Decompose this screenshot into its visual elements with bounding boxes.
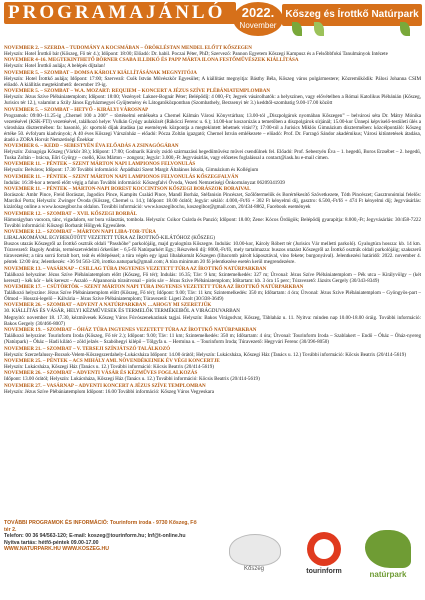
page-title: PROGRAMAJÁNLÓ	[4, 2, 236, 24]
event-item	[4, 70, 421, 88]
leaf-icon	[400, 22, 410, 36]
leaf-icon	[292, 22, 302, 36]
footer-contact	[4, 520, 204, 553]
event-details: Helyszín: Szerzefalussy-Bozsok-Velem-Kőszegszerdahely-Lukácsháza Időpont: 14.00 órától; Helyszín: Lukácsháza, Kőszegi Ház (Tanács u. 12.) További információ: Kőcsis Beatrix (20/414-5619)	[4, 351, 407, 358]
event-heading: NOVEMBER 11. – PÉNTEK – MÁRTON-NAPI BOREST KOCCINTSON KŐSZEGI BORÁSZOK BORAIVAL	[4, 186, 251, 193]
koszeg-logo	[219, 534, 289, 578]
event-details: Helyszín: Belváros; Időpont: 17.30 További információ: Árpádházi Szent Margit Általános Iskola, Gimnázium és Kollégium	[4, 167, 259, 174]
naturpark-logo	[357, 530, 419, 586]
event-item	[4, 383, 421, 395]
year-label: 2022.	[241, 5, 275, 20]
page-header	[0, 0, 425, 44]
event-details: Programok: 09:00–11.25-ig „Chernel 100 a 200” – történelmi emlékséta a Chernel Kálmán Városi Könyvtárban; 13.00-tól „Diszpolgárok nyomában Kőszegen” – belvárosi séta Dr. Mátry Mónika vezetésével (KSK-FTI) vezetésével, találkozó helye: Vulkán Gyógy aulaközét (Rákóczi Ferenc u. 6.); 14.00-kor koszorúzás a temetőben a díszpolgárok sírjánál; 15.00-kor Ünnepi képviselő-testületi ülés a városháza dísztermében: fa: hasonló, jó: sportoló díjak átadása (az események központja a megtekintett lehetnek vitás!?); 17:00-tól a Jurisics Miklós Gimnázium dísztermében: közcélpontáló: Kőszeg értéke 50. évfolyam kiadványok; A 40 éves Kőszegi Várszínház – előadó: Pócza Zoltán igazgató; Chernel István emlékezete – előadó: Prof. Dr. Farragó Sándor akadémikus; Városi kitüntetések átadása, átadó a ZORA Horvát Nemzetiségi Énekkar	[4, 112, 421, 143]
event-details: Borászok: Ambr Pince, Freid Borászat, Jagodics Pince, Kampits Család Pince, Mandl Borház, Stéfanisin Pincészet, Szőlőtermelők és Borértékesítő Szövetkezete, Tóth Pincészet; Gasztronómiai felelős: Marcikó Porta; Helyszín: Zwinger Óvoda (Kőszeg, Chernel u. 14.); Időpont: 18.00 órától; Jegyár: sétáló: 4.000,-Ft/fő + 302 Ft kényelmi díj, gasztro: 6.500,-Ft/fő + 474 Ft kényelmi díj; Jegyvásárlás: kizárólag online a www.koszegibor.hu oldalon. További információ: www.koszegibor.hu, koszegibor@gmail.com, 20/434-8862, Facebook események	[4, 192, 421, 211]
event-heading: NOVEMBER 2. – SZERDA – TUDOMÁNY A KOCSMÁBAN – ÖRÖKLÉSTAN MENDEL ELŐTT KŐSZEGEN	[4, 45, 252, 51]
event-item	[4, 284, 421, 302]
bird-icon	[365, 530, 411, 568]
event-item	[4, 302, 421, 314]
event-details: Helyszín: Jézus Szíve Plébániatemplom; Időpont: 18:00; Vezényel: Lakner-Bognár Péter; Belépődíj: 4 000,-Ft; Jegyek vásárolhatók: a helyszínen, vagy elővételben a Római Katolikus Plébánián (Kőszeg, Jurisics tér 12.), valamint a Szily János Egyházmegyei Gyűjtemény és Látogatóközpontban (Szombathely, Berzsenyi tér 3.) keddtől-szombatig 9.00-17.00 között	[4, 94, 421, 107]
leaf-icon	[314, 22, 324, 36]
event-heading: NOVEMBER 6. – KEDD – SEBESTYÉN ÉVA ELŐADÁS A ZSINAGÓGÁBAN	[4, 142, 179, 149]
event-heading: NOVEMBER 4–16. MEGTEKINTHETŐ BÖRNER CSABA ILLDIKÓ ÉS PAPP MÁRTA ILONA FESTŐMŰVÉSZEK KIÁLLÍTÁSA	[4, 57, 299, 64]
footer-line3: Nyitva tartás: hétfő-péntek 09.00-17.00	[4, 539, 99, 546]
event-item	[4, 186, 421, 210]
event-heading: NOVEMBER 26. – SZOMBAT – ADVENT A NATÚRPARKBAN …AHOGY MI SZERETJÜK	[4, 302, 212, 309]
event-details: Időpont: 13.00 órától; Helyszín: Lukácsháza, Kőszegi Ház (Tanács u. 12.) További információ: Kőcsis Beatrix (20/414-5619)	[4, 376, 260, 383]
brand-label: Kőszeg és Írottkő Natúrpark	[282, 4, 422, 26]
event-details: Helyszín: Hotel Írottkő bár (Kőszeg, Fő tér 4.); Időpont: 18:00; Előadó: Dr. habil. Poczai Péter, PhD; Szervező: Pannon Egyetem Kőszegi Kampusz és a Felsőbbfokú Tanulmányok Intézete	[4, 51, 388, 57]
tourinform-logo-label: tourinform	[306, 568, 342, 575]
event-heading: NOVEMBER 26. – SZOMBAT – ADVENTI VÁSÁR ÉS KÉZMŰVES FOGLALKOZÁS	[4, 370, 198, 377]
tourinform-logo	[297, 532, 351, 582]
page-footer	[0, 520, 425, 600]
footer-line4: WWW.NATURPARK.HU WWW.KOSZEG.HU	[4, 546, 109, 553]
event-heading: NOVEMBER 11. – PÉNTEK – SZENT MÁRTON NAPI LAMPIONOS FELVONULÁS KŐSZEGFALVÁN	[4, 173, 239, 180]
event-details: Helyszín: Lukácsháza, Kőszegi Ház (Tanács u. 12.) További információ: Kőcsis Beatrix (20/414-5619)	[4, 364, 214, 371]
event-heading: NOVEMBER 21. – SZOMBAT – V. TERSEJI SZÍNJÁTSZÓ TALÁLKOZÓ	[4, 345, 171, 352]
event-details: Buszos utazás Kőszegről az Írottkő osztrák oldali "Passhöhe" parkolójáig, majd gyalogtúra Kőszegre. Indulás: 10.00-kor, Károly Róbert tér (Jurisics Vár melletti parkoló). Gyalogtúra hossza: kb. 14 km. Túravezető: Bagoly András, természetvédelmi őrkerület – 6,5-fő Natúrparkért Egy.; Részvételi díj: 8000,-Ft/fő, mely tartalmazza: buszos utazást Kőszegről az Írottkő osztrák oldali parkolójáig; szakszerű túravezetést; a túra sorrá forralt bort, teát és előtépéssel; a túra végén egy igazi libalakomát Kőszegen (libacomb párolt káposztával, vino fekete; burgonyával). Jelentkezési határidő: 2022. november 4. péntek 12:00 óra; Jelentkezés: +36 94 563-120, irottko.naturpark@gmail.com; A túra minimum 20 fő jelentkezése esetén kerül megrendezésre.	[4, 241, 421, 266]
event-item	[4, 327, 421, 345]
event-details: Helyszín: Hotel Írottkő aulája; A belépés díjtalan!	[4, 63, 106, 70]
event-details: Helyszín: Zsinagóga Kőszeg (Várkör 38.); Időpont: 17:00; Godnarik Károly zsidó származású hegedűművész művei csendülnek fel. Előadó: Prof. Sebestyén Éva – 1. hegedű, Boros Erzsébet – 2. hegedű, Tuska Zoltán – brácsa, Eőri György – cselló, Kiss Márton – zongora; Jegyár: 3.000,-Ft Jegyvásárlás, vagy előzetes foglalással a contact@iask.hu e-mail címen.	[4, 148, 421, 161]
events-list	[4, 44, 421, 514]
naturpark-logo-label: natúrpark	[369, 570, 407, 579]
event-heading: NOVEMBER 19. – SZOMBAT – ÓHÁZ TÚRA INGYENES VEZETETT TÚRA AZ ÍROTTKŐ NATÚRPARKBAN	[4, 327, 257, 334]
event-item	[4, 266, 421, 284]
event-item	[4, 370, 421, 382]
event-heading: NOVEMBER 5. – SZOMBAT – W.A. MOZART: REQUIEM – KONCERT A JÉZUS SZÍVE PLÉBÁNIATEMPLOMBAN	[4, 88, 271, 95]
event-heading: NOVEMBER 27. – VASÁRNAP – ADVENTI KONCERT A JÉZUS SZÍVE TEMPLOMBAN	[4, 382, 206, 389]
event-item	[4, 346, 421, 358]
event-heading: NOVEMBER 5. – SZOMBAT – DOMSA KÁROLY KIÁLLÍTÁSÁNAK MEGNYITÓJA	[4, 69, 197, 76]
event-heading: NOVEMBER 5. – SZOMBAT – HETVŐ - KIRÁLYI VÁROSNAP	[4, 106, 149, 113]
event-details: Indulás: 16:30-kor a temető előtt végig a falun További információ: Kőszegfalvi Óvoda, Vezeti Nemzetiségi Önkormányzat 06209341939	[4, 179, 285, 186]
event-details: Találkozó helyszíne: Jézus Szíve Plébániatemplom előtt (Kőszeg, Fő tér); Időpont: 9.00; Táv: 11 km; Szintemelkedés: 350 m; Időtartam: 4 óra; Útvonal: Jézus Szíve Plébániatemplom – Gyöngyös-part – Ólmod – Hosszú-legelő – Kálvária – Jézus Szíve Plébániatemplom; Túravezető: Ligeti Zsolt (30/338-3649)	[4, 290, 421, 303]
event-heading: NOVEMBER 25. – PÉNTEK – ACS MIHÁLY AML NÖVENDÉKEINEK ÉV VÉGI KONCERTJE	[4, 358, 220, 365]
month-label: November	[239, 21, 277, 30]
event-item	[4, 229, 421, 241]
event-item	[4, 88, 421, 106]
event-item	[4, 143, 421, 161]
event-heading: NOVEMBER 13. – VASÁRNAP – CSILLAG TÚRA INGYENES VEZETETT TÚRA AZ ÍROTTKŐ NATÚRPARKBAN	[4, 265, 267, 272]
event-details: Helyszín: Hotel Írottkő aulája; Időpont: 17:00; Szervező: Csók István Művészkör Egyesület; A kiállítást megnyitja: Básthy Béla, Kőszeg város polgármestere; Közreműködik: Pálosi Johanna CSIM előadó. A kiállítás megtekinthető: december 19-ig.	[4, 75, 421, 88]
koszeg-logo-label: Kőszeg	[243, 566, 264, 572]
city-emblem-icon	[229, 534, 281, 566]
event-heading: NOVEMBER 12. – SZOMBAT – XVII. KŐSZEGI BORBÁL	[4, 210, 137, 217]
event-details: Helyszín: Jézus Szíve Plébániatemplom Időpont: 16.00 További információ: Kőszeg Város Vegyeskara	[4, 388, 214, 395]
event-item	[4, 211, 421, 229]
event-details: LIBALAKOMÁVAL EGYBEKÖTÖTT VEZETETT TÚRA AZ ÍROTTKŐ-KILÁTÓHOZ (KŐSZEG)	[4, 234, 215, 241]
event-item	[4, 57, 421, 69]
tourinform-icon	[307, 532, 341, 566]
event-item	[4, 241, 421, 265]
event-item	[4, 174, 421, 186]
event-heading: NOVEMBER 12. – SZOMBAT – MÁRTON NAPI LIBA-TOR-TÚRA	[4, 228, 156, 235]
event-heading: NOVEMBER 17. – CSÜTÖRTÖK – SZENT MÁRTON NAPI TÚRA INGYENES VEZETETT TÚRA AZ ÍROTTKŐ NATÚRPARKBAN	[4, 284, 304, 291]
event-heading: NOVEMBER 11. – PÉNTEK – SZENT MÁRTON NAPI LAMPIONOS FELVONULÁS	[4, 161, 196, 168]
event-item	[4, 358, 421, 370]
event-item	[4, 107, 421, 143]
event-item	[4, 45, 421, 57]
event-details: Hámorágyban vacsora, tánc, vigadalom, sor bora választás, tombola. Helyszín: Csikor Csárda és Panzió; Időpont: 18.00; Zene: Kócos Ördögök; Belépődíj gyarapítja: 8.000,-Ft; Jegyvásárlás: 30/458-7222 További információ: Kőszegi Borbarát Hölgyek Egyesülete.	[4, 216, 421, 229]
event-item	[4, 315, 421, 327]
event-details: Találkozó helyszíne: Jézus Szíve Plébániatemplom előtt (Kőszeg, Fő tér); Indulás: 16.35; Táv: 9 km; Szintemelkedés: 327 m; Útvonal: Jézus Szíve Plébániatemplom – Pék utca – Királyvölgy – (két kereszt) – kék kör – kék kereszt – Aszaló – Alpannonia túraútvonal – pirós sáv – Jézus Szíve Plébániatemplom; Időtartam: kb. 3 óra 15 perc; Túravezető: Jázsits Gergely (30/343-8349)	[4, 271, 421, 284]
event-details: 30. KIÁLLÍTÁS ÉS VÁSÁR, HELYI KÉZMŰVESEK ÉS TERMELŐK TERMÉKEIBŐL A VIRÁGDUVARBAN	[4, 308, 240, 315]
logo-row	[219, 528, 419, 588]
footer-line2: Telefon: 00 36 94/563-120; E-mail: koszeg@tourinform.hu; Inf@t-online.hu	[4, 533, 186, 540]
event-details: Megnyitó: november 18. 17.30, kézművesek Kőszeg Város Fúvószenekarának tagjai. Helyszín: Bakos Virágudvar, Kőszeg, Táblaház u. 11. Nyitva: minden nap 10.00-18.00 óráig. További információ: Bakos Gergely (30/466-8007)	[4, 314, 421, 327]
footer-line1: TOVÁBBI PROGRAMOK ÉS INFORMÁCIÓ: Tourinform iroda - 9730 Kőszeg, Fő tér 2.	[4, 520, 197, 533]
month-badge	[233, 2, 283, 36]
event-details: Találkozó helyszíne: Tourinform Iroda (Kőszeg, Fő tér 2.); Időpont: 9.00; Táv: 11 km; Szintemelkedés: 350 m; Időtartam: 4 óra; Útvonal: Tourinform Iroda – Szablakert – Endő – Óház – Óház-nyereg (Natúrpark) – Óház – Hadi kilátó – zöld jelzés – Szabóhegyi kilépő – Tölgyfa u. – Hermina u. – Tourinform Iroda; Túravezető: Hegyvári Ferenc (30/396-8050)	[4, 333, 421, 346]
event-item	[4, 161, 421, 173]
